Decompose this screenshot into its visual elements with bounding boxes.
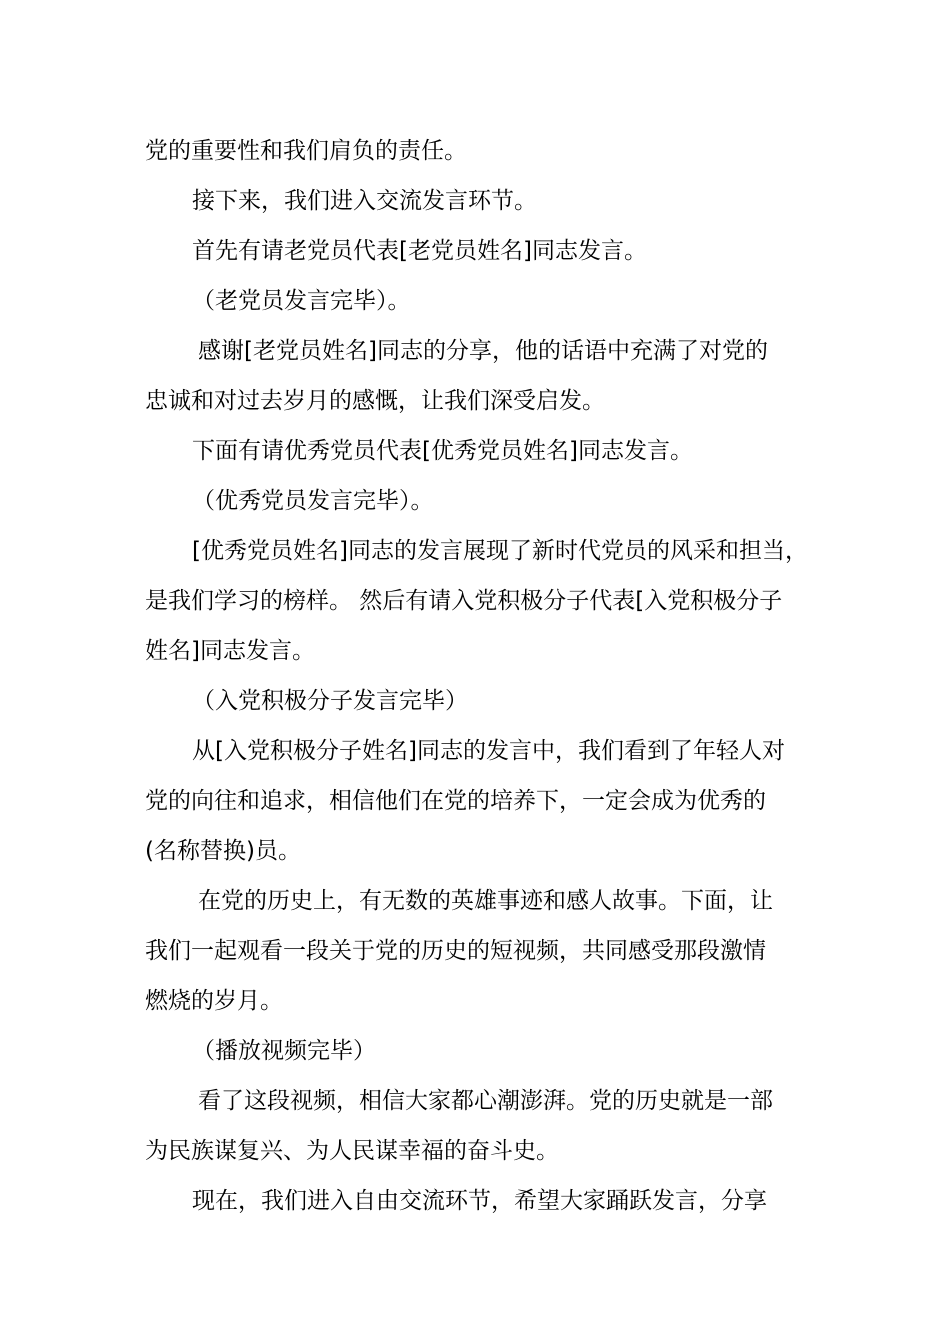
text-line: 为民族谋复兴、为人民谋幸福的奋斗史。: [145, 1138, 559, 1164]
text-line: 是我们学习的榜样。 然后有请入党积极分子代表[入党积极分子: [145, 588, 783, 614]
text-line: 下面有请优秀党员代表[优秀党员姓名]同志发言。: [192, 438, 693, 464]
text-line: 首先有请老党员代表[老党员姓名]同志发言。: [192, 238, 647, 264]
text-line: 忠诚和对过去岁月的感慨，让我们深受启发。: [145, 388, 605, 414]
text-line: （播放视频完毕）: [192, 1038, 376, 1064]
text-line: 燃烧的岁月。: [145, 988, 283, 1014]
text-line: 姓名]同志发言。: [145, 638, 315, 664]
text-line: 党的重要性和我们肩负的责任。: [145, 138, 467, 164]
text-line: (名称替换)员。: [145, 838, 301, 864]
text-line: 从[入党积极分子姓名]同志的发言中，我们看到了年轻人对: [192, 738, 785, 764]
text-line: 感谢[老党员姓名]同志的分享，他的话语中充满了对党的: [198, 338, 768, 364]
text-line: 我们一起观看一段关于党的历史的短视频，共同感受那段激情: [145, 938, 766, 964]
text-line: 党的向往和追求，相信他们在党的培养下，一定会成为优秀的: [145, 788, 766, 814]
text-line: [优秀党员姓名]同志的发言展现了新时代党员的风采和担当，: [192, 538, 808, 564]
text-line: 接下来，我们进入交流发言环节。: [192, 188, 537, 214]
text-line: 现在，我们进入自由交流环节，希望大家踊跃发言，分享: [192, 1188, 767, 1214]
text-line: （入党积极分子发言完毕）: [192, 688, 468, 714]
text-line: 在党的历史上，有无数的英雄事迹和感人故事。下面，让: [198, 888, 773, 914]
text-line: （优秀党员发言完毕）。: [192, 488, 434, 514]
text-line: （老党员发言完毕）。: [192, 288, 411, 314]
text-line: 看了这段视频，相信大家都心潮澎湃。党的历史就是一部: [198, 1088, 773, 1114]
